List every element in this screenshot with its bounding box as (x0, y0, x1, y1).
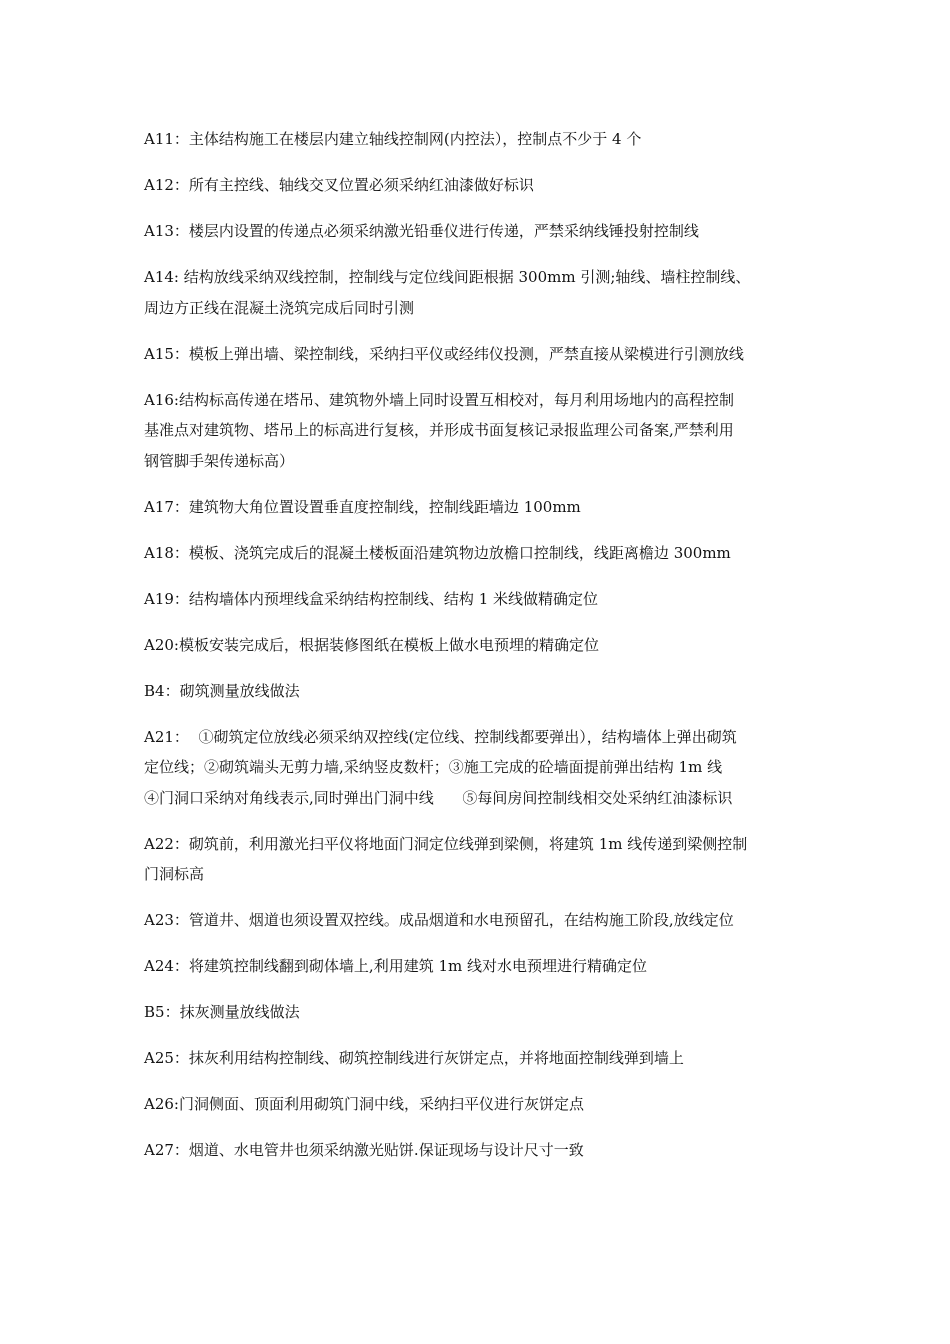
paragraph (144, 584, 814, 615)
paragraph (144, 262, 814, 323)
paragraph (144, 385, 814, 477)
paragraph-line: 周边方正线在混凝土浇筑完成后同时引测 (144, 298, 415, 317)
paragraph-line: A26:门洞侧面、顶面利用砌筑门洞中线，采纳扫平仪进行灰饼定点 (144, 1095, 584, 1113)
paragraph-line: A14: 结构放线采纳双线控制，控制线与定位线间距根据 300mm 引测;轴线、墙柱控制线、 (144, 268, 751, 286)
paragraph-line: A17：建筑物大角位置设置垂直度控制线，控制线距墙边 100mm (144, 497, 581, 516)
document-body (144, 124, 814, 1181)
paragraph (144, 997, 814, 1028)
paragraph-line: A11：主体结构施工在楼层内建立轴线控制网(内控法），控制点不少于 4 个 (144, 130, 642, 148)
paragraph-line: A19：结构墙体内预埋线盒采纳结构控制线、结构 1 米线做精确定位 (144, 589, 599, 608)
paragraph (144, 339, 814, 370)
paragraph (144, 1043, 814, 1074)
paragraph-line: A22：砌筑前，利用激光扫平仪将地面门洞定位线弹到梁侧，将建筑 1m 线传递到梁侧控制 (144, 834, 748, 853)
paragraph (144, 170, 814, 201)
paragraph-line: A15：模板上弹出墙、梁控制线，采纳扫平仪或经纬仪投测，严禁直接从梁模进行引测放线 (144, 344, 744, 363)
paragraph (144, 829, 814, 890)
paragraph-line: B5：抹灰测量放线做法 (144, 1003, 300, 1021)
paragraph (144, 216, 814, 247)
paragraph-line: 定位线；②砌筑端头无剪力墙,采纳竖皮数杆；③施工完成的砼墙面提前弹出结构 1m 线 (144, 758, 723, 776)
paragraph-line: A12：所有主控线、轴线交叉位置必须采纳红油漆做好标识 (144, 176, 534, 194)
paragraph (144, 905, 814, 936)
paragraph-line: A20:模板安装完成后，根据装修图纸在模板上做水电预埋的精确定位 (144, 635, 599, 654)
paragraph (144, 492, 814, 523)
paragraph-line: A16:结构标高传递在塔吊、建筑物外墙上同时设置互相校对，每月利用场地内的高程控制 (144, 390, 734, 409)
paragraph-line: B4：砌筑测量放线做法 (144, 681, 300, 700)
paragraph-line: A13：楼层内设置的传递点必须采纳激光铅垂仪进行传递，严禁采纳线锤投射控制线 (144, 222, 699, 240)
paragraph-line: A24：将建筑控制线翻到砌体墙上,利用建筑 1m 线对水电预埋进行精确定位 (144, 957, 647, 975)
paragraph-line: 门洞标高 (144, 865, 205, 883)
paragraph (144, 951, 814, 982)
paragraph-line: A21： ①砌筑定位放线必须采纳双控线(定位线、控制线都要弹出），结构墙体上弹出砌筑 (144, 727, 737, 746)
paragraph (144, 124, 814, 155)
paragraph (144, 1135, 814, 1166)
paragraph (144, 630, 814, 661)
paragraph-line: A27：烟道、水电管井也须采纳激光贴饼.保证现场与设计尺寸一致 (144, 1141, 584, 1159)
paragraph-line: A18：模板、浇筑完成后的混凝土楼板面沿建筑物边放檐口控制线，线距离檐边 300mm (144, 543, 731, 562)
paragraph-line: A23：管道井、烟道也须设置双控线。成品烟道和水电预留孔，在结构施工阶段,放线定位 (144, 911, 734, 929)
paragraph (144, 722, 814, 814)
paragraph-line: A25：抹灰利用结构控制线、砌筑控制线进行灰饼定点，并将地面控制线弹到墙上 (144, 1049, 684, 1067)
paragraph (144, 538, 814, 569)
paragraph-line: ④门洞口采纳对角线表示,同时弹出门洞中线 ⑤每间房间控制线相交处采纳红油漆标识 (144, 788, 733, 807)
paragraph-line: 钢管脚手架传递标高） (144, 451, 295, 470)
paragraph (144, 1089, 814, 1120)
paragraph (144, 676, 814, 707)
paragraph-line: 基准点对建筑物、塔吊上的标高进行复核，并形成书面复核记录报监理公司备案,严禁利用 (144, 421, 734, 439)
